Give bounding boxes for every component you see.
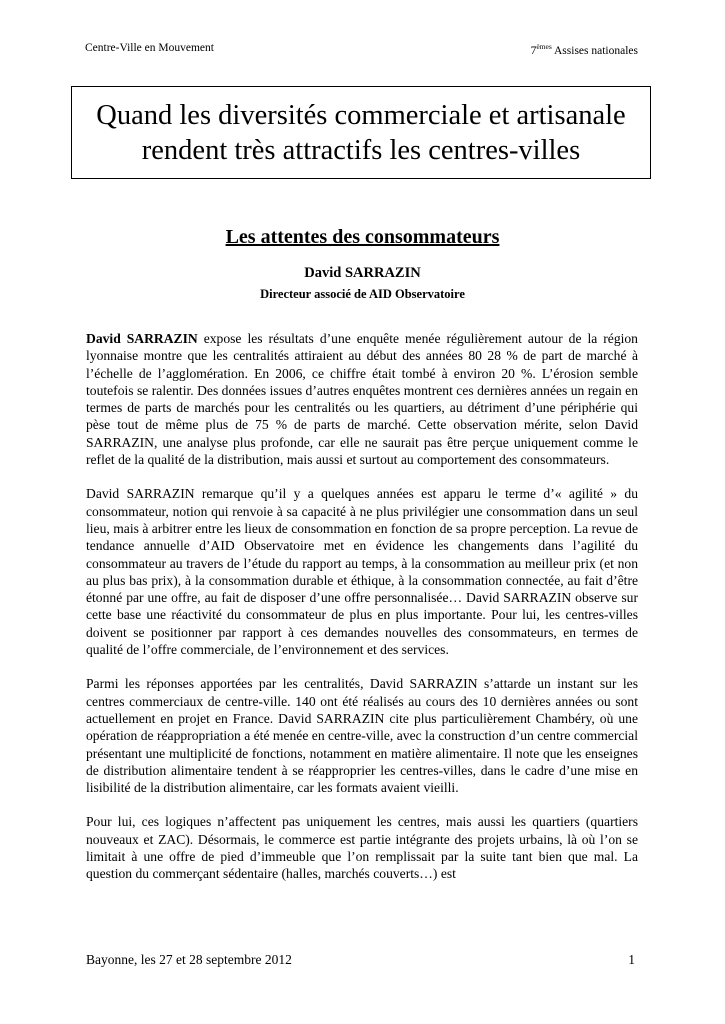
paragraph-2: David SARRAZIN remarque qu’il y a quelques années est apparu le terme d’« agilité » du consommateur, notion qui renvoie à sa capacité à ne plus privilégier une consommation dans un seul lieu, mais à arbitrer entre les lieux de consommation en fonction de sa propre perception. La revue de tendance annuelle d’AID Observatoire met en évidence les changements dans l’agilité du consommateur au travers de l’étude du rapport au temps, à la consommation au meilleur prix (et non au plus bas prix), à la consommation durable et éthique, à la consommation connectée, au fait d’être étonné par une offre, au fait de disposer d’une offre personnalisée… David SARRAZIN observe sur cette base une réactivité du consommateur de plus en plus importante. Pour lui, les centres-villes doivent se positionner par rapport à ces demandes nouvelles des consommateurs, en termes de qualité de l’offre commerciale, de l’environnement et des services. [86, 486, 638, 658]
section-title: Les attentes des consommateurs [225, 226, 500, 248]
page-number: 1 [628, 952, 635, 967]
body-text [86, 330, 638, 900]
title-line-2: rendent très attractifs les centres-villes [141, 134, 581, 166]
speaker-role: Directeur associé de AID Observatoire [260, 287, 465, 301]
footer-location-date: Bayonne, les 27 et 28 septembre 2012 [86, 952, 292, 967]
page-header [85, 42, 638, 58]
paragraph-1-text: expose les résultats d’une enquête menée régulièrement autour de la région lyonnaise montre que les centralités attiraient au début des années 80 28 % de part de marché à l’échelle de l’agglomération. En 2006, ce chiffre était tombé à environ 20 %. L’érosion semble toutefois se ralentir. Des données issues d’autres enquêtes montrent ces dernières années un regain en termes de parts de marchés pour les centralités ou les quartiers, au détriment d’une périphérie qui pèse tout de même plus de 75 % de parts de marché. Cette observation mérite, selon David SARRAZIN, une analyse plus profonde, car elle ne saurait pas être perçue uniquement comme le reflet de la qualité de la distribution, mais aussi et surtout au comportement des consommateurs. [86, 331, 638, 468]
title-line-1: Quand les diversités commerciale et artisanale [96, 99, 626, 131]
header-event-name: Assises nationales [551, 45, 638, 57]
header-edition-number: 7 [530, 45, 537, 57]
header-edition-superscript: èmes [536, 42, 552, 51]
paragraph-1 [86, 330, 638, 468]
title-box [71, 86, 651, 179]
speaker-name: David SARRAZIN [304, 265, 421, 281]
page-title [96, 98, 625, 168]
paragraph-4: Pour lui, ces logiques n’affectent pas uniquement les centres, mais aussi les quartiers (quartiers nouveaux et ZAC). Désormais, le commerce est partie intégrante des projets urbains, là où l’on se limitait à une offre de pied d’immeuble que l’on remplissait par la suite tant bien que mal. La question du commerçant sédentaire (halles, marchés couverts…) est [86, 814, 638, 882]
header-right-text [531, 42, 638, 57]
paragraph-1-lead: David SARRAZIN [86, 331, 198, 346]
header-left-text: Centre-Ville en Mouvement [85, 42, 214, 54]
paragraph-3: Parmi les réponses apportées par les centralités, David SARRAZIN s’attarde un instant sur les centres commerciaux de centre-ville. 140 ont été réalisés au cours des 10 dernières années ou sont actuellement en projet en France. David SARRAZIN cite plus particulièrement Chambéry, où une opération de réappropriation a été menée en centre-ville, avec la construction d’un centre commercial présentant une multiplicité de fonctions, notamment en matière alimentaire. Il note que les enseignes de distribution alimentaire tendent à se réapproprier les centres-villes, dans le cadre d’une mise en lisibilité de la distribution alimentaire, car les formats avaient vieilli. [86, 676, 638, 796]
